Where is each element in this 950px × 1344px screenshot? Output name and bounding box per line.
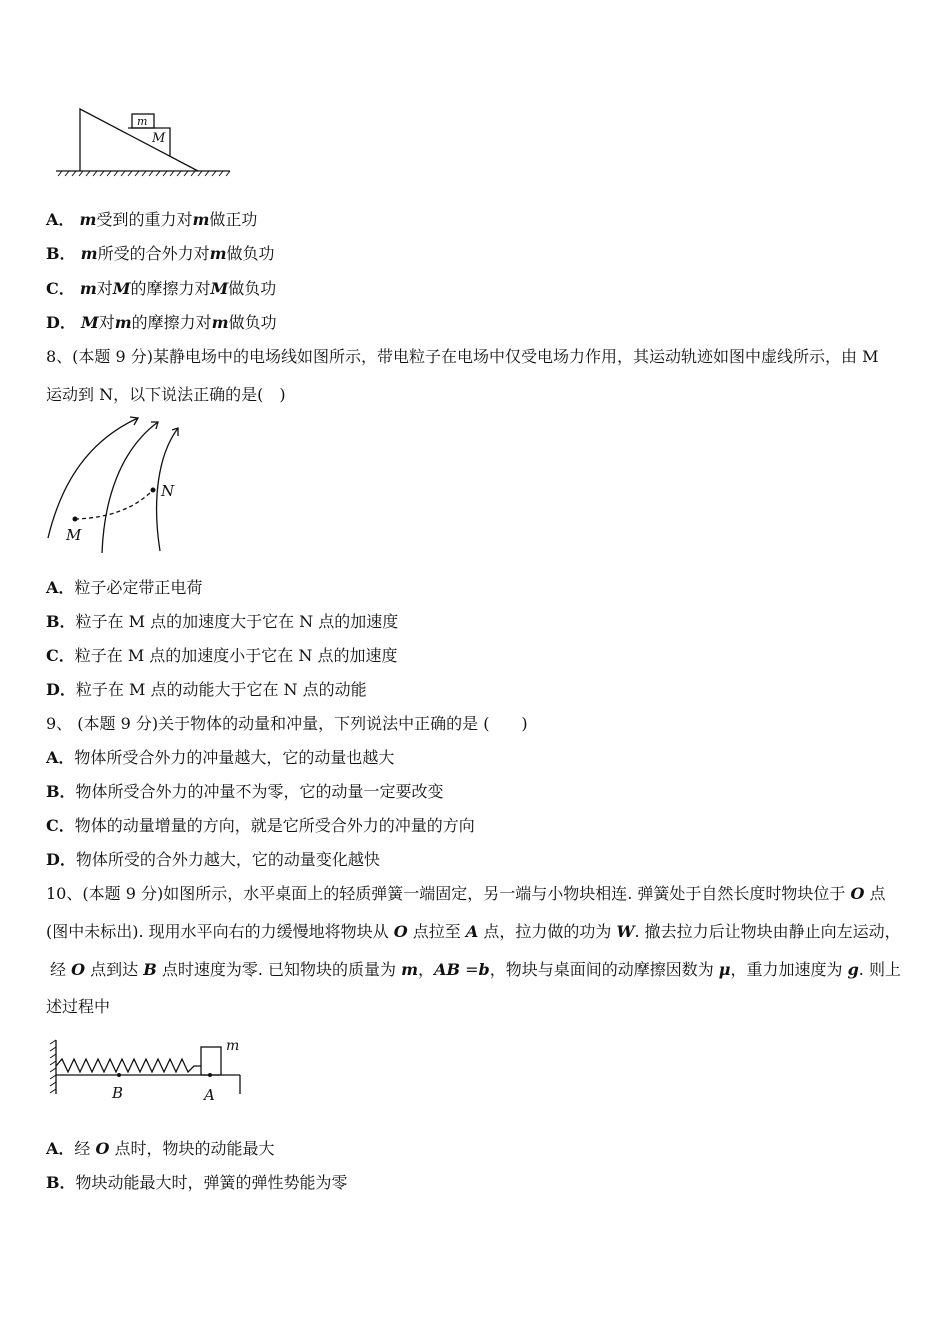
q10-option-b: B．物块动能最大时，弹簧的弹性势能为零 bbox=[46, 1173, 348, 1192]
q8-option-a: A．粒子必定带正电荷 bbox=[46, 578, 203, 597]
q9-option-c: C．物体的动量增量的方向，就是它所受合外力的冲量的方向 bbox=[46, 816, 475, 835]
q10-stem-line4: 述过程中 bbox=[46, 997, 111, 1016]
spring bbox=[56, 1059, 201, 1072]
label-M: M bbox=[152, 131, 166, 146]
q10-option-a: A．经 O 点时，物块的动能最大 bbox=[46, 1139, 275, 1158]
label-B: B bbox=[112, 1084, 124, 1102]
q7-option-b: B． m所受的合外力对m做负功 bbox=[46, 244, 275, 263]
q8-stem-line2: 运动到 N，以下说法正确的是( ) bbox=[46, 385, 286, 404]
point-A bbox=[208, 1073, 212, 1077]
field-line-2 bbox=[102, 422, 158, 553]
q10-stem-line1: 10、(本题 9 分)如图所示，水平桌面上的轻质弹簧一端固定，另一端与小物块相连. 弹簧处于自然长度时物块位于 O 点 bbox=[46, 884, 886, 903]
wall-hatch bbox=[50, 1040, 56, 1093]
block-m bbox=[201, 1047, 221, 1075]
label-M: M bbox=[66, 526, 82, 544]
ground-hatch bbox=[58, 171, 230, 176]
q8-option-c: C．粒子在 M 点的加速度小于它在 N 点的加速度 bbox=[46, 646, 398, 665]
label-m: m bbox=[137, 115, 148, 128]
electric-field-figure bbox=[40, 410, 190, 555]
q9-option-d: D．物体所受的合外力越大，它的动量变化越快 bbox=[46, 850, 380, 869]
point-B bbox=[117, 1073, 121, 1077]
q9-option-a: A．物体所受合外力的冲量越大，它的动量也越大 bbox=[46, 748, 395, 767]
q7-option-c: C． m对M的摩擦力对M做负功 bbox=[46, 279, 277, 298]
trajectory-dashed bbox=[75, 490, 153, 519]
incline-figure bbox=[52, 104, 236, 182]
q8-option-b: B．粒子在 M 点的加速度大于它在 N 点的加速度 bbox=[46, 612, 399, 631]
q8-option-d: D．粒子在 M 点的动能大于它在 N 点的动能 bbox=[46, 680, 367, 699]
spring-block-figure bbox=[42, 1034, 246, 1108]
q8-stem-line1: 8、(本题 9 分)某静电场中的电场线如图所示，带电粒子在电场中仅受电场力作用，其运动轨迹如图中虚线所示，由 M bbox=[46, 347, 879, 366]
field-line-1 bbox=[48, 418, 138, 538]
label-A: A bbox=[204, 1086, 215, 1104]
label-N: N bbox=[161, 482, 175, 500]
point-N bbox=[151, 488, 156, 493]
label-m: m bbox=[226, 1038, 240, 1054]
q10-stem-line2: (图中未标出). 现用水平向右的力缓慢地将物块从 O 点拉至 A 点，拉力做的功为 W. 撤去拉力后让物块由静止向左运动， bbox=[46, 922, 901, 941]
q9-option-b: B．物体所受合外力的冲量不为零，它的动量一定要改变 bbox=[46, 782, 444, 801]
q10-stem-line3: 经 O 点到达 B 点时速度为零. 已知物块的质量为 m，AB =b，物块与桌面间的动摩擦因数为 μ，重力加速度为 g. 则上 bbox=[50, 960, 901, 979]
point-M bbox=[73, 517, 78, 522]
q9-stem: 9、 (本题 9 分)关于物体的动量和冲量，下列说法中正确的是 ( ) bbox=[46, 714, 528, 733]
q7-option-a: A． m受到的重力对m做正功 bbox=[46, 210, 258, 229]
q7-option-d: D． M对m的摩擦力对m做负功 bbox=[46, 313, 277, 332]
